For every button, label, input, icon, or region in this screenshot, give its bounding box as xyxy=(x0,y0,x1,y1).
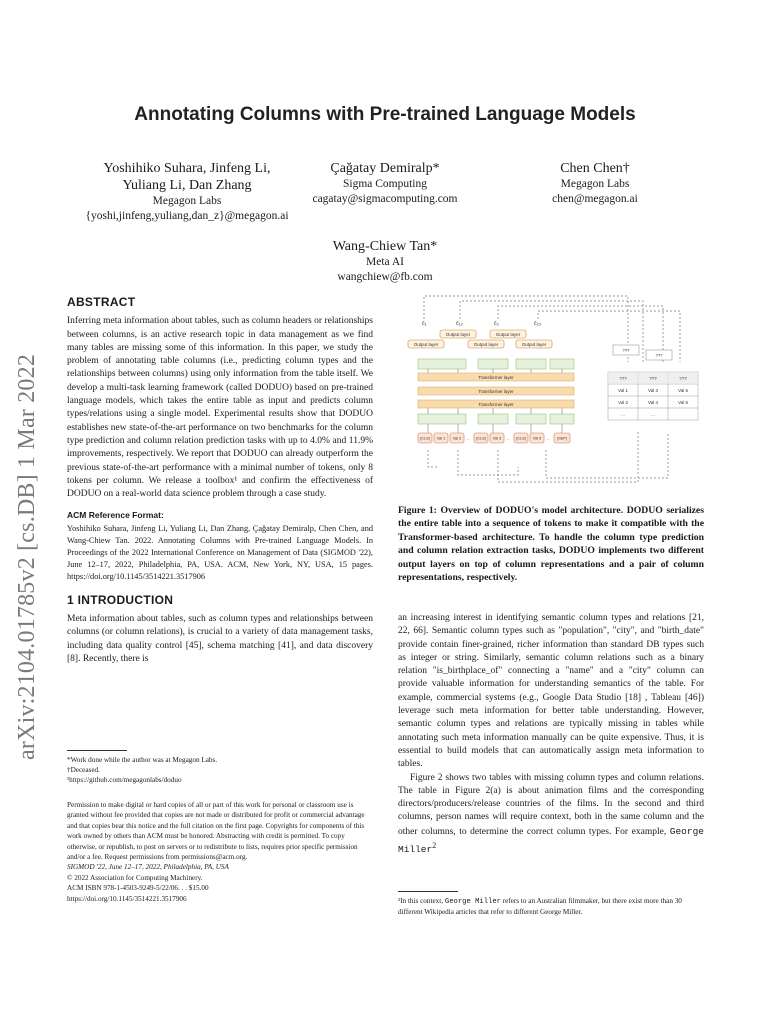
author-email: cagatay@sigmacomputing.com xyxy=(312,193,458,205)
input-token: [SEP] xyxy=(557,436,567,441)
footnote-rule xyxy=(398,891,458,892)
isbn-line: ACM ISBN 978-1-4503-9249-5/22/06. . . $15.00 xyxy=(67,884,209,893)
venue-line: SIGMOD '22, June 12–17, 2022, Philadelphia, PA, USA xyxy=(67,863,229,872)
footnote-deceased: †Deceased. xyxy=(67,766,100,774)
left-column xyxy=(67,296,373,666)
code-text: George Miller xyxy=(444,898,501,906)
footnote-work-done: *Work done while the author was at Megagon Labs. xyxy=(67,756,218,764)
author-block-2 xyxy=(280,160,490,207)
svg-text:...: ... xyxy=(621,412,625,417)
footnote-text: refers to an Australian filmmaker, but there exist more than 30 different Wikipedia articles that refer to different George Miller. xyxy=(398,897,682,916)
svg-text:ĉ₂: ĉ₂ xyxy=(494,321,499,327)
intro-heading: 1 INTRODUCTION xyxy=(67,592,174,607)
output-layer-label: Output layer xyxy=(521,342,547,347)
author-names: Wang-Chiew Tan* xyxy=(332,239,438,254)
acm-ref-text: Yoshihiko Suhara, Jinfeng Li, Yuliang Li, Dan Zhang, Çağatay Demiralp, Chen Chen, and Wang-Chiew Tan. 2022. Annotating Columns with Pre-trained Language Models. In Proceedings of the 2022 International Conference on Management of Data (SIGMOD '22), June 12–17, 2022, Philadelphia, PA, USA. ACM, New York, NY, USA, 15 pages. https://doi.org/10.1145/3514221.3517906 xyxy=(67,523,373,581)
author-names: Yoshihiko Suhara, Jinfeng Li, xyxy=(103,161,271,176)
input-token: [CLS] xyxy=(420,436,430,441)
copyright-line: © 2022 Association for Computing Machinery. xyxy=(67,873,203,882)
author-names: Çağatay Demiralp* xyxy=(330,161,440,176)
input-token: Val 3 xyxy=(492,436,502,441)
author-affiliation: Meta AI xyxy=(365,256,404,268)
input-token: ... xyxy=(506,436,510,441)
author-block-1 xyxy=(62,160,312,224)
output-layer-label: Output layer xyxy=(445,332,471,337)
svg-text:Val 3: Val 3 xyxy=(648,388,658,393)
input-token: [CLS] xyxy=(516,436,526,441)
svg-text:Val 4: Val 4 xyxy=(648,400,658,405)
transformer-layer-label: Transformer layer xyxy=(478,375,514,380)
svg-text:Val 2: Val 2 xyxy=(618,400,628,405)
abstract-text: Inferring meta information about tables, such as column headers or relationships between columns, is an active research topic in data management as we find many tables are missing some of this information. In this paper, we study the problem of annotating table columns (i.e., predicting column types and the relationships between columns) using only information from the table itself. We develop a multi-task learning framework (called DODUO) based on pre-trained language models, which takes the entire table as input and predicts column types/relations using a single model. Experimental results show that DODUO establishes new state-of-the-art performance on two benchmarks for the column type prediction and column relation prediction tasks with up to 4.0% and 11.9% improvements, respectively. We report that DODUO can already outperform the previous state-of-the-art performance with a minimal number of tokens, only 8 tokens per column. We release a toolbox¹ and confirm the effectiveness of DODUO on a real-world data science problem through a case study. xyxy=(67,316,373,500)
output-layer-label: Output layer xyxy=(473,342,499,347)
acm-ref-heading: ACM Reference Format: xyxy=(67,510,164,521)
author-affiliation: Sigma Computing xyxy=(342,178,428,190)
paragraph-text: Figure 2 shows two tables with missing column types and column relations. The table in Figure 2(a) is about animation films and the corresponding directors/producers/release countries of the films. In the second and third columns, person names will require context, both in the same column and the other columns, to determine the correct column types. For example, xyxy=(398,772,704,837)
intro-figure2-paragraph xyxy=(398,772,704,858)
relation-label: ??? xyxy=(655,353,663,358)
paper-title: Annotating Columns with Pre-trained Language Models xyxy=(134,104,636,125)
figure-1-caption: Figure 1: Overview of DODUO's model architecture. DODUO serializes the entire table into a sequence of tokens to make it compatible with the Transformer-based architecture. To handle the column type prediction and column relation extraction tasks, DODUO implements two different output layers on top of column representations and a pair of column representations, respectively. xyxy=(398,505,704,584)
input-token: ... xyxy=(546,436,550,441)
author-names: Chen Chen† xyxy=(560,161,630,176)
figure-1-architecture xyxy=(398,292,704,490)
permission-text: Permission to make digital or hard copies of all or part of this work for personal or classroom use is granted without fee provided that copies are not made or distributed for profit or commercial advantage and that copies bear this notice and the full citation on the first page. Copyrights for components of this work owned by others than ACM must be honored. Abstracting with credit is permitted. To copy otherwise, or republish, to post on servers or to redistribute to lists, requires prior specific permission and/or a fee. Request permissions from permissions@acm.org. xyxy=(67,801,365,862)
author-email: chen@megagon.ai xyxy=(552,193,638,205)
footnote-marker: 2 xyxy=(432,841,437,851)
code-text: George Miller xyxy=(398,825,704,856)
input-token: [CLS] xyxy=(476,436,486,441)
svg-text:ĉ₁: ĉ₁ xyxy=(422,321,427,327)
footnotes-left xyxy=(67,755,373,785)
permission-block xyxy=(67,800,373,904)
input-token: Val 2 xyxy=(452,436,462,441)
doi-link[interactable]: https://doi.org/10.1145/3514221.3517906 xyxy=(67,894,187,903)
intro-text: Meta information about tables, such as column types and relationships between columns (or column relations), is crucial to a variety of data management tasks, including data quality control [45], schema matching [41], and data discovery [8]. Recently, there is xyxy=(67,614,373,664)
svg-text:???: ??? xyxy=(649,376,657,381)
abstract-heading: ABSTRACT xyxy=(67,295,136,309)
footnote-rule xyxy=(67,750,127,751)
author-email: wangchiew@fb.com xyxy=(337,271,433,283)
svg-text:Val 6: Val 6 xyxy=(678,400,688,405)
author-block-4 xyxy=(285,238,485,285)
svg-text:???: ??? xyxy=(619,376,627,381)
svg-text:???: ??? xyxy=(679,376,687,381)
input-token: Val 5 xyxy=(532,436,542,441)
author-names: Yuliang Li, Dan Zhang xyxy=(122,178,252,193)
transformer-layer-label: Transformer layer xyxy=(478,389,514,394)
output-layer-label: Output layer xyxy=(413,342,439,347)
svg-text:...: ... xyxy=(651,412,655,417)
svg-text:ĉ₁₂: ĉ₁₂ xyxy=(456,321,463,327)
output-layer-label: Output layer xyxy=(495,332,521,337)
footnote-2 xyxy=(398,896,704,917)
arxiv-stamp: arXiv:2104.01785v2 [cs.DB] 1 Mar 2022 xyxy=(14,353,40,760)
footnote-url: ¹https://github.com/megagonlabs/doduo xyxy=(67,776,182,784)
author-affiliation: Megagon Labs xyxy=(152,195,222,207)
transformer-layer-label: Transformer layer xyxy=(478,402,514,407)
intro-continued: an increasing interest in identifying semantic column types and relations [21, 22, 66]. Semantic column types such as "population", "city", and "birth_date" provide contain finer-grained, richer information than standard DB types such as integer or string. Similarly, semantic column relations such as a binary relation "is_birthplace_of" connecting a "name" and a "city" column can provide valuable information for understanding semantics of the table. For example, commercial systems (e.g., Google Data Studio [18] , Tableau [46]) leverage such meta information for better table understanding. However, semantic column types and relations are typically missing in tables while annotating such meta information manually can be quite expensive. Thus, it is essential to build models that can automatically assign meta information to tables. xyxy=(398,613,704,770)
right-column xyxy=(398,612,704,858)
input-token: Val 1 xyxy=(436,436,446,441)
svg-text:ĉ₂₃: ĉ₂₃ xyxy=(534,321,542,327)
footnote-text: ²In this context, xyxy=(398,897,445,905)
author-email: {yoshi,jinfeng,yuliang,dan_z}@megagon.ai xyxy=(85,210,289,222)
author-affiliation: Megagon Labs xyxy=(560,178,630,190)
input-token: ... xyxy=(466,436,470,441)
svg-text:Val 5: Val 5 xyxy=(678,388,688,393)
author-block-3 xyxy=(510,160,680,207)
svg-text:Val 1: Val 1 xyxy=(618,388,628,393)
relation-label: ??? xyxy=(622,348,630,353)
